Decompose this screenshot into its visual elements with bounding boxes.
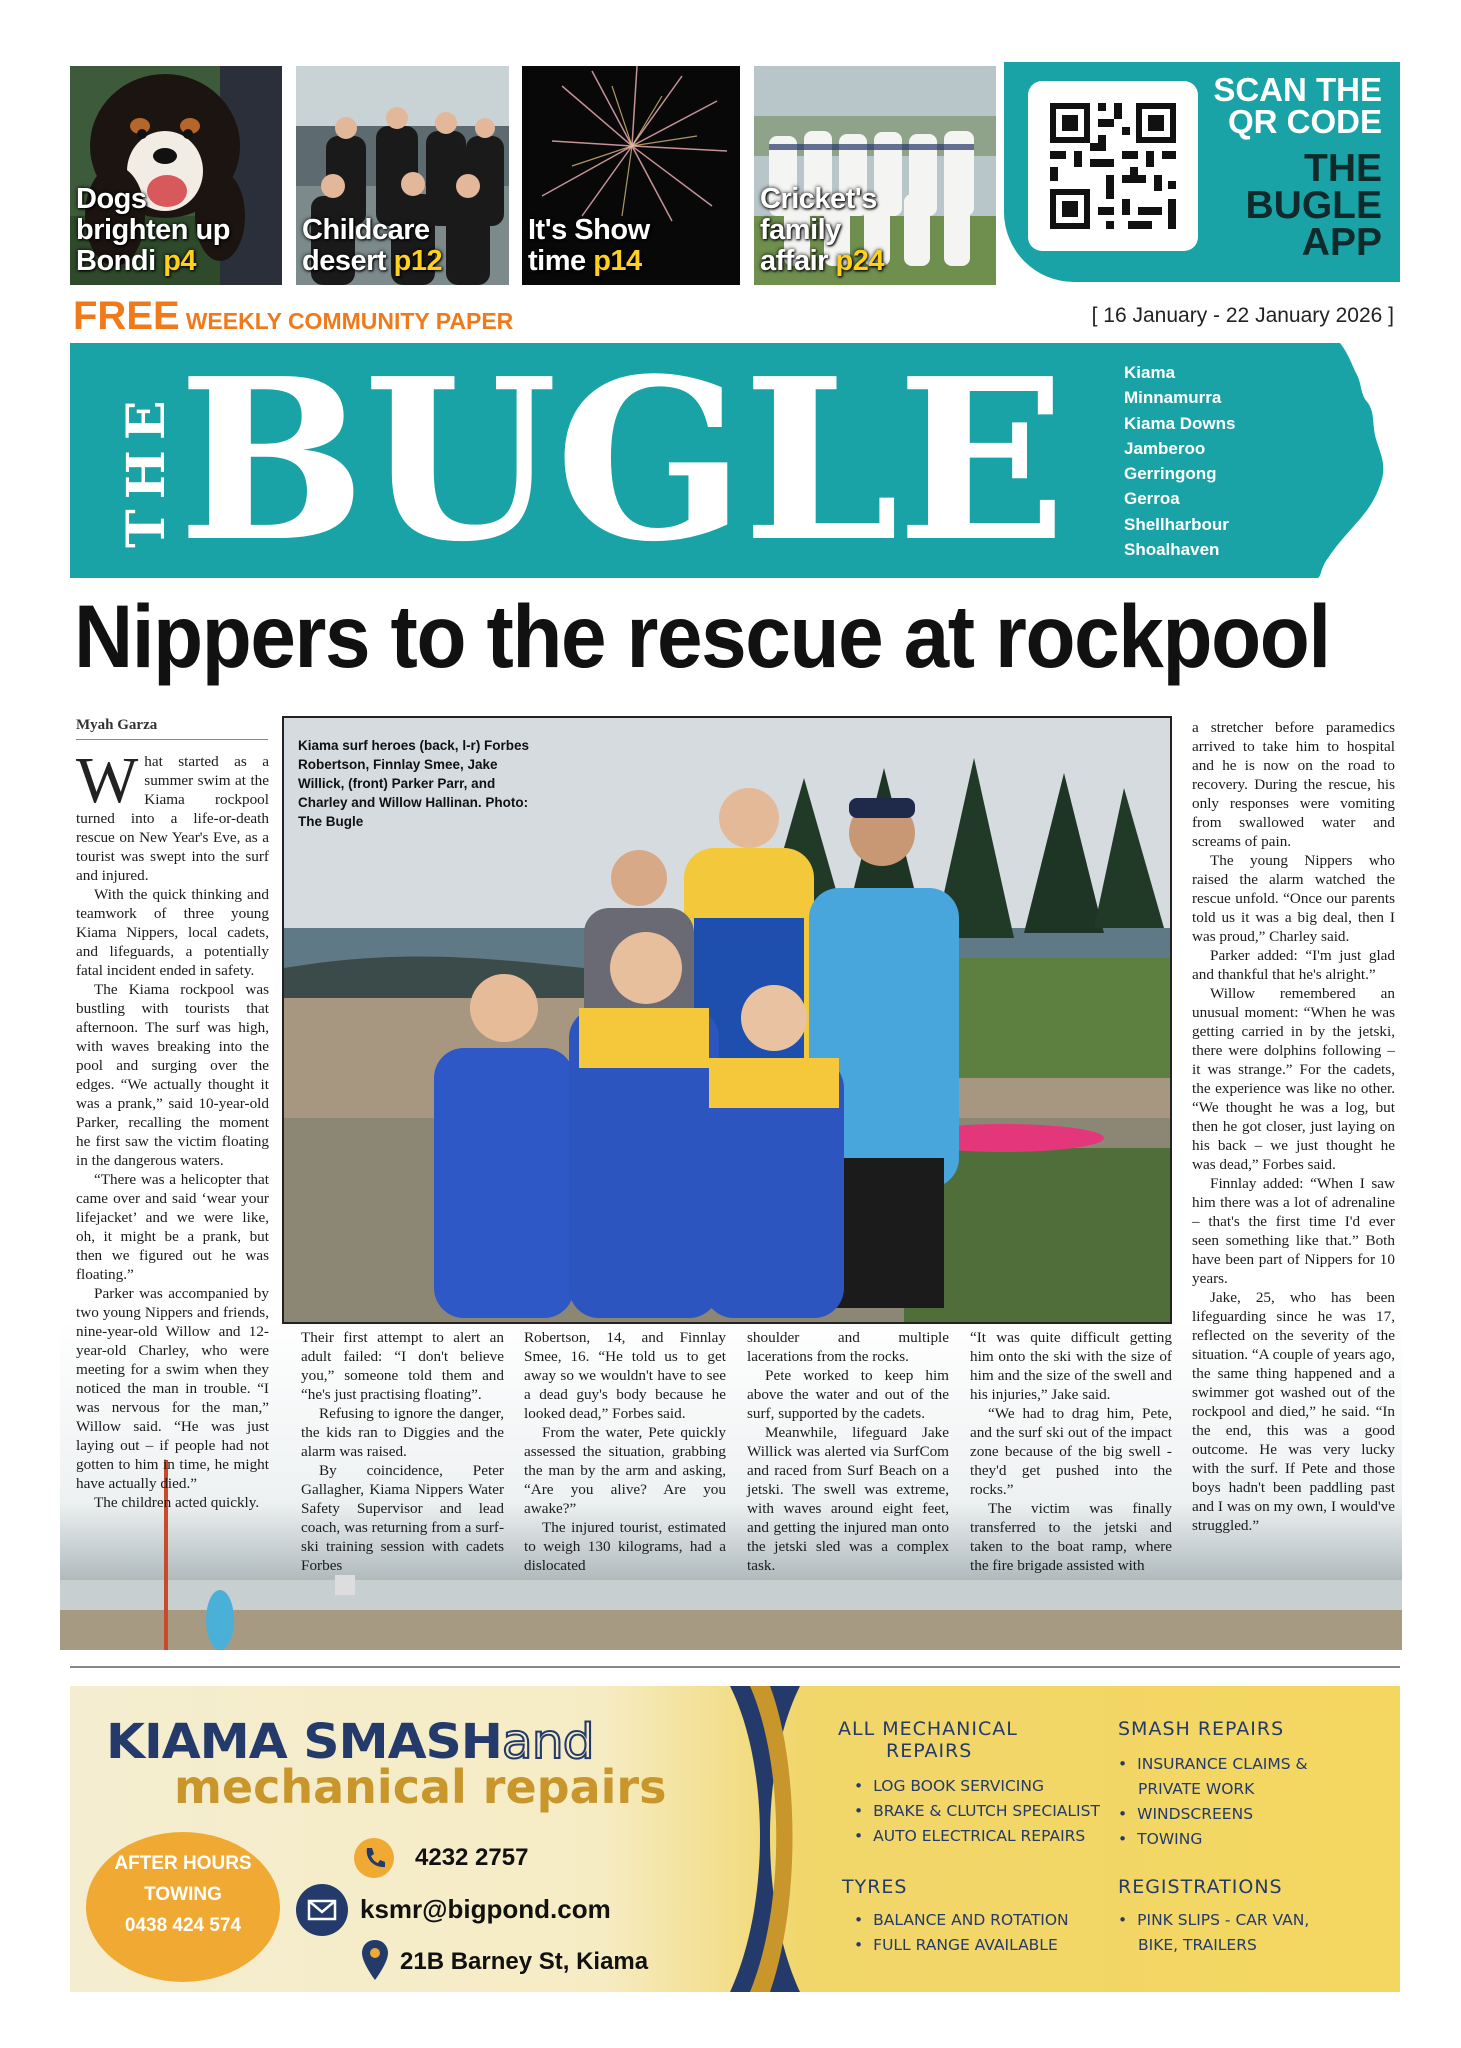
ad-smash-list (1118, 1752, 1308, 1852)
list-item: • BALANCE AND ROTATION (854, 1908, 1069, 1933)
advert-kiama-smash[interactable] (70, 1686, 1400, 1992)
qr-code-icon (1028, 81, 1198, 251)
ad-phone[interactable]: 4232 2757 (415, 1844, 529, 1871)
phone-icon (354, 1838, 394, 1878)
ad-divider-swoosh (710, 1686, 820, 1992)
list-item: • PINK SLIPS - CAR VAN, (1118, 1908, 1309, 1933)
masthead-the: THE (116, 390, 177, 548)
article-column-1: What started as a summer swim at the Kiama rockpool turned into a life-or-death rescue on New Year's Eve, as a tourist was swept into the surf and injured. With the quick thinking and teamwork of three young Kiama Nippers, local cadets, and lifeguards, a potentially fatal incident ended in safety. The Kiama rockpool was bustling with tourists that afternoon. The surf was high, with waves breaking into the pool and surging over the edges. “We actually thought it was a prank,” said 10-year-old Parker, recalling the moment he first saw the victim floating in the dangerous waters. “There was a helicopter that came over and said ‘wear your lifejacket’ and we were like, oh, it might be a prank, but then we figured out he was floating.” Parker was accompanied by two young Nippers and friends, nine-year-old Willow and 12-year-old Charley, who were meeting for a swim when they noticed the man in trouble. “I was nervous for the man,” Willow said. “He was just laying out – if people had not gotten to him in time, he might have actually died.” The children acted quickly. (76, 744, 269, 1511)
ad-tyres-list (854, 1908, 1069, 1958)
list-item: • INSURANCE CLAIMS & (1118, 1752, 1308, 1777)
article-column-2: Their first attempt to alert an adult failed: “I don't believe you,” someone told them and “he's just practising floating”. Refusing to ignore the danger, the kids ran to Diggies and the alarm was raised. By coincidence, Peter Gallagher, Kiama Nippers Water Safety Supervisor and lead coach, was returning from a surf-ski training session with cadets Forbes (301, 1329, 504, 1574)
ad-brand-name: KIAMA SMASHand (106, 1714, 594, 1770)
teaser-cricket-caption: Cricket's family affair p24 (760, 183, 884, 277)
ad-address: 21B Barney St, Kiama (400, 1948, 649, 1975)
article-column-4: shoulder and multiple lacerations from the rocks. Pete worked to keep him above the water and out of the surf, supported by the cadets. Meanwhile, lifeguard Jake Willick was alerted via SurfCom and raced from Surf Beach on a jetski. The swell was extreme, with waves around eight feet, and getting the injured man onto the jetski sled was a complex task. (747, 1329, 949, 1574)
town-item: Kiama (1124, 363, 1176, 382)
list-item: • WINDSCREENS (1118, 1802, 1308, 1827)
town-item: Shellharbour (1124, 514, 1229, 534)
masthead-title: BUGLE (178, 331, 1065, 591)
teaser-childcare[interactable] (296, 66, 509, 285)
byline-divider (76, 739, 268, 740)
ad-tyres-heading: TYRES (842, 1876, 908, 1898)
qr-app-promo[interactable] (1004, 62, 1400, 282)
article-column-6: a stretcher before paramedics arrived to take him to hospital and he is now on the road to recovery. During the rescue, his only responses were vomiting from swallowed water and screams of pain. The young Nippers who raised the alarm watched the rescue unfold. “Once our parents told us it was a big deal, then I was proud,” Charley said. Parker added: “I'm just glad and thankful that he's alright.” Willow remembered an unusual moment: “When he was getting carried in by the jetski, there were dolphins following – it was strange.” For the cadets, the experience was like no other. “We thought he was a log, but then he got closer, just laying on his back – we just thought he was dead,” Forbes said. Finnlay added: “When I saw him there was a lot of adrenaline – that's the first time I'd ever seen something like that.” Both have been part of Nippers for 10 years. Jake, 25, who has been lifeguarding since he was 17, reflected on the severity of the situation. “A couple of years ago, the same thing happened and a swimmer got washed out of the rockpool and died,” he said. “In the end, this was a good outcome. He was very lucky with the surf. If Pete and those boys hadn't been paddling past and I was on my own, I would've struggled.” (1192, 719, 1395, 1534)
town-item: Gerringong (1124, 464, 1217, 484)
issue-date: [ 16 January - 22 January 2026 ] (1091, 304, 1394, 327)
ad-mechanical-list (854, 1774, 1100, 1849)
town-item: Gerroa (1124, 489, 1180, 509)
ad-regos-list (1118, 1908, 1309, 1958)
headline: Nippers to the rescue at rockpool (74, 586, 1330, 686)
teaser-dogs-caption: Dogs brighten up Bondi p4 (76, 183, 230, 277)
byline: Myah Garza (76, 717, 158, 733)
qr-app-text: THE BUGLE APP (1245, 147, 1382, 264)
list-item: • BRAKE & CLUTCH SPECIALIST (854, 1799, 1100, 1824)
ad-smash-heading: SMASH REPAIRS (1118, 1718, 1285, 1740)
list-item: • AUTO ELECTRICAL REPAIRS (854, 1824, 1100, 1849)
teaser-dogs[interactable] (70, 66, 282, 285)
weekly-tagline: WEEKLY COMMUNITY PAPER (185, 308, 514, 334)
qr-scan-text: SCAN THE QR CODE (1213, 71, 1382, 140)
town-list (1124, 360, 1235, 562)
list-item: • TOWING (1118, 1827, 1308, 1852)
ad-brand-subtitle: mechanical repairs (174, 1760, 667, 1814)
email-icon (296, 1884, 348, 1936)
section-divider (70, 1666, 1400, 1668)
town-item: Minnamurra (1124, 388, 1222, 408)
photo-caption: Kiama surf heroes (back, l-r) Forbes Robertson, Finnlay Smee, Jake Willick, (front) Parker Parr, and Charley and Willow Hallinan. Photo: The Bugle (298, 738, 530, 829)
list-item: • LOG BOOK SERVICING (854, 1774, 1100, 1799)
article-column-3: Robertson, 14, and Finnlay Smee, 16. “He told us to get away so we wouldn't have to see a dead guy's body because he looked dead,” Forbes said. From the water, Pete quickly assessed the situation, grabbing the man by the arm and asking, “Are you alive? Are you awake?” The injured tourist, estimated to weigh 130 kilograms, had a dislocated (524, 1329, 726, 1574)
free-label: FREE (73, 294, 180, 338)
drop-cap: W (76, 744, 139, 817)
ad-after-hours-badge[interactable]: AFTER HOURS TOWING 0438 424 574 (86, 1832, 280, 1982)
lead-photo[interactable] (282, 716, 1172, 1324)
location-pin-icon (360, 1938, 390, 1982)
teaser-childcare-caption: Childcare desert p12 (302, 214, 443, 277)
town-item: Shoalhaven (1124, 540, 1220, 560)
teaser-cricket[interactable] (754, 66, 996, 285)
list-item: BIKE, TRAILERS (1138, 1936, 1257, 1954)
ad-mechanical-heading: ALL MECHANICAL REPAIRS (838, 1718, 1018, 1762)
list-item: • FULL RANGE AVAILABLE (854, 1933, 1069, 1958)
ad-email[interactable]: ksmr@bigpond.com (360, 1894, 611, 1924)
list-item: PRIVATE WORK (1138, 1780, 1255, 1798)
article-column-5: “It was quite difficult getting him onto the ski with the size of him and the size of the swell and his injuries,” Jake said. “We had to drag him, Pete, and the surf ski out of the impact zone because of the big swell - they'd get pushed into the rocks.” The victim was finally transferred to the jetski and taken to the boat ramp, where the fire brigade assisted with (970, 1329, 1172, 1574)
teaser-show-caption: It's Show time p14 (528, 214, 650, 277)
town-item: Jamberoo (1124, 438, 1206, 458)
qr-code[interactable] (1028, 81, 1198, 251)
town-item: Kiama Downs (1124, 413, 1236, 433)
teaser-show[interactable] (522, 66, 740, 285)
ad-regos-heading: REGISTRATIONS (1118, 1876, 1283, 1898)
